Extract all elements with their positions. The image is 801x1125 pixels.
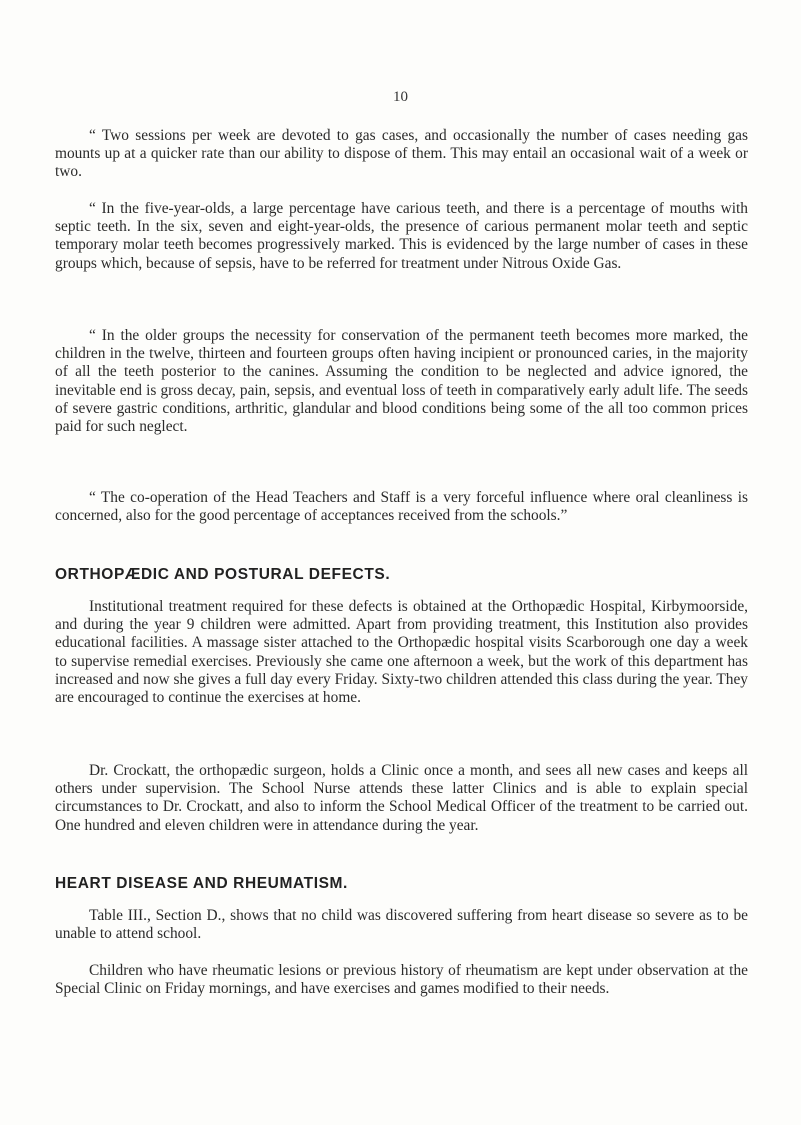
- heart-disease-heading: HEART DISEASE AND RHEUMATISM.: [55, 875, 348, 892]
- orthopaedic-paragraph-1: Institutional treatment required for these defects is obtained at the Orthopædic Hospital, Kirbymoorside, and during the year 9 children were admitted. Apart from providing treatment, this Institution also provides educational facilities. A massage sister attached to the Orthopædic hospital visits Scarborough one day a week to supervise remedial exercises. Previously she came one afternoon a week, but the work of this department has increased and now she gives a full day every Friday. Sixty-two children attended this class during the year. They are encouraged to continue the exercises at home.: [55, 598, 748, 707]
- page-number: 10: [393, 89, 408, 105]
- dental-paragraph-4: “ The co-operation of the Head Teachers and Staff is a very forceful influence where oral cleanliness is concerned, also for the good percentage of acceptances received from the schools.”: [55, 489, 748, 525]
- orthopaedic-paragraph-2: Dr. Crockatt, the orthopædic surgeon, holds a Clinic once a month, and sees all new cases and keeps all others under supervision. The School Nurse attends these latter Clinics and is able to explain special circumstances to Dr. Crockatt, and also to inform the School Medical Officer of the treatment to be carried out. One hundred and eleven children were in attendance during the year.: [55, 762, 748, 834]
- heart-paragraph-1: Table III., Section D., shows that no child was discovered suffering from heart disease so severe as to be unable to attend school.: [55, 907, 748, 943]
- dental-paragraph-2: “ In the five-year-olds, a large percentage have carious teeth, and there is a percentage of mouths with septic teeth. In the six, seven and eight-year-olds, the presence of carious permanent molar teeth and septic temporary molar teeth becomes progressively marked. This is evidenced by the large number of cases in these groups which, because of sepsis, have to be referred for treatment under Nitrous Oxide Gas.: [55, 200, 748, 272]
- dental-paragraph-3: “ In the older groups the necessity for conservation of the permanent teeth becomes more marked, the children in the twelve, thirteen and fourteen groups often having incipient or pronounced caries, in the majority of all the teeth posterior to the canines. Assuming the condition to be neglected and advice ignored, the inevitable end is gross decay, pain, sepsis, and eventual loss of teeth in comparatively early adult life. The seeds of severe gastric conditions, arthritic, glandular and blood conditions being some of the all too common prices paid for such neglect.: [55, 327, 748, 436]
- heart-paragraph-2: Children who have rheumatic lesions or previous history of rheumatism are kept under observation at the Special Clinic on Friday mornings, and have exercises and games modified to their needs.: [55, 962, 748, 998]
- dental-paragraph-1: “ Two sessions per week are devoted to gas cases, and occasionally the number of cases needing gas mounts up at a quicker rate than our ability to dispose of them. This may entail an occasional wait of a week or two.: [55, 127, 748, 181]
- orthopaedic-heading: ORTHOPÆDIC AND POSTURAL DEFECTS.: [55, 566, 391, 583]
